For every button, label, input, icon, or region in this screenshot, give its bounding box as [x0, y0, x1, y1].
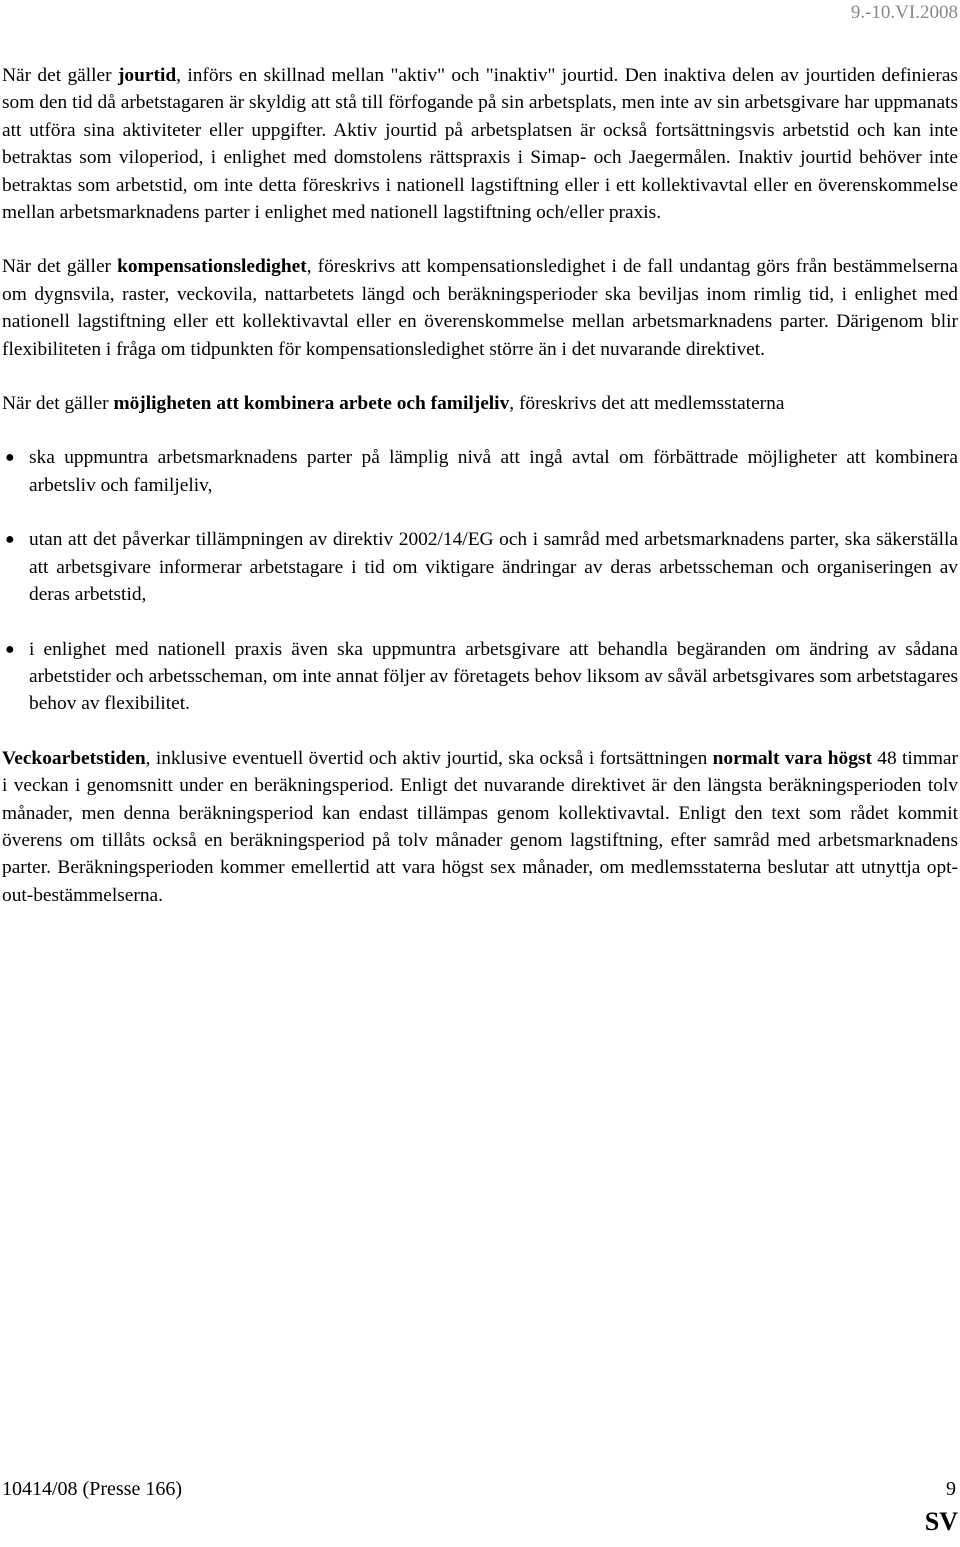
text-run: , införs en skillnad mellan "aktiv" och "inaktiv" jourtid. Den inaktiva delen av jourtiden definieras som den tid då arbetstagaren är skyldig att stå till förfogande på sin arbetsplats, men inte av sin arbetsgivare har uppmanats att utföra sina aktiviteter eller uppgifter. Aktiv jourtid på arbetsplatsen är också fortsättningsvis arbetstid och kan inte betraktas som viloperiod, i enlighet med domstolens rättspraxis i Simap- och Jaegermålen. Inaktiv jourtid behöver inte betraktas som arbetstid, om inte detta föreskrivs i nationell lagstiftning eller i ett kollektivavtal eller en överenskommelse mellan arbetsmarknadens parter i enlighet med nationell lagstiftning och/eller praxis. — [2, 65, 958, 224]
bold-term-veckoarbetstiden: Veckoarbetstiden — [2, 747, 146, 769]
page-number: 9 — [946, 1478, 956, 1500]
paragraph-familjeliv — [2, 390, 958, 417]
list-item — [2, 444, 958, 499]
text-run: 48 timmar i veckan i genomsnitt under en beräkningsperiod. Enligt det nuvarande direktivet är den längsta beräkningsperioden tolv månader, men denna beräkningsperiod kan endast tillämpas genom kollektivavtal. Enligt den text som rådet kommit överens om tillåts också en beräkningsperiod på tolv månader genom lagstiftning, efter samråd med arbetsmarknadens parter. Beräkningsperioden kommer emellertid att vara högst sex månader, om medlemsstaterna beslutar att utnyttja opt-out-bestämmelserna. — [2, 747, 958, 906]
bold-term-jourtid: jourtid — [117, 65, 177, 86]
paragraph-kompensationsledighet — [2, 253, 958, 363]
bullet-dot-icon: ● — [5, 640, 15, 658]
list-item-text: i enlighet med nationell praxis även ska uppmuntra arbetsgivare att behandla begäranden om ändring av sådana arbetstider och arbetsscheman, om inte annat följer av företagets behov liksom av såväl arbetsgivares som arbetstagares behov av flexibilitet. — [29, 638, 958, 715]
list-item-text: ska uppmuntra arbetsmarknadens parter på lämplig nivå att ingå avtal om förbättrade möjligheter att kombinera arbetsliv och familjeliv, — [29, 447, 958, 496]
paragraph-jourtid — [2, 62, 958, 226]
text-run: , föreskrivs att kompensationsledighet i de fall undantag görs från bestämmelserna om dygnsvila, raster, veckovila, nattarbetets längd och beräkningsperioder ska beviljas inom rimlig tid, i enlighet med nationell lagstiftning eller ett kollektivavtal eller en överenskommelse mellan arbetsmarknadens parter. Därigenom blir flexibiliteten i fråga om tidpunkten för kompensationsledighet större än i det nuvarande direktivet. — [2, 256, 958, 360]
text-run: När det gäller — [2, 65, 118, 86]
bullet-list — [2, 444, 958, 717]
text-run: , föreskrivs det att medlemsstaterna — [509, 393, 785, 415]
bullet-dot-icon: ● — [5, 531, 15, 549]
document-date: 9.-10.VI.2008 — [850, 2, 958, 23]
text-run: När det gäller — [2, 256, 118, 278]
list-item-text: utan att det påverkar tillämpningen av direktiv 2002/14/EG och i samråd med arbetsmarknadens parter, ska säkerställa att arbetsgivare informerar arbetstagare i tid om viktigare ändringar av deras arbetsscheman och organiseringen av deras arbetstid, — [29, 529, 958, 606]
bullet-dot-icon: ● — [5, 449, 15, 467]
text-run: När det gäller — [2, 393, 114, 415]
paragraph-veckoarbetstiden — [2, 745, 958, 909]
text-run: , inklusive eventuell övertid och aktiv jourtid, ska också i fortsättningen — [145, 747, 713, 769]
footer-reference: 10414/08 (Presse 166) — [2, 1478, 182, 1500]
language-code: SV — [924, 1507, 958, 1536]
document-body — [2, 62, 958, 909]
bold-term-familjeliv: möjligheten att kombinera arbete och familjeliv — [113, 393, 510, 415]
list-item — [2, 636, 958, 718]
list-item — [2, 526, 958, 608]
bold-term-normalt-vara-hogst: normalt vara högst — [712, 747, 872, 769]
bold-term-kompensationsledighet: kompensationsledighet — [117, 256, 307, 278]
